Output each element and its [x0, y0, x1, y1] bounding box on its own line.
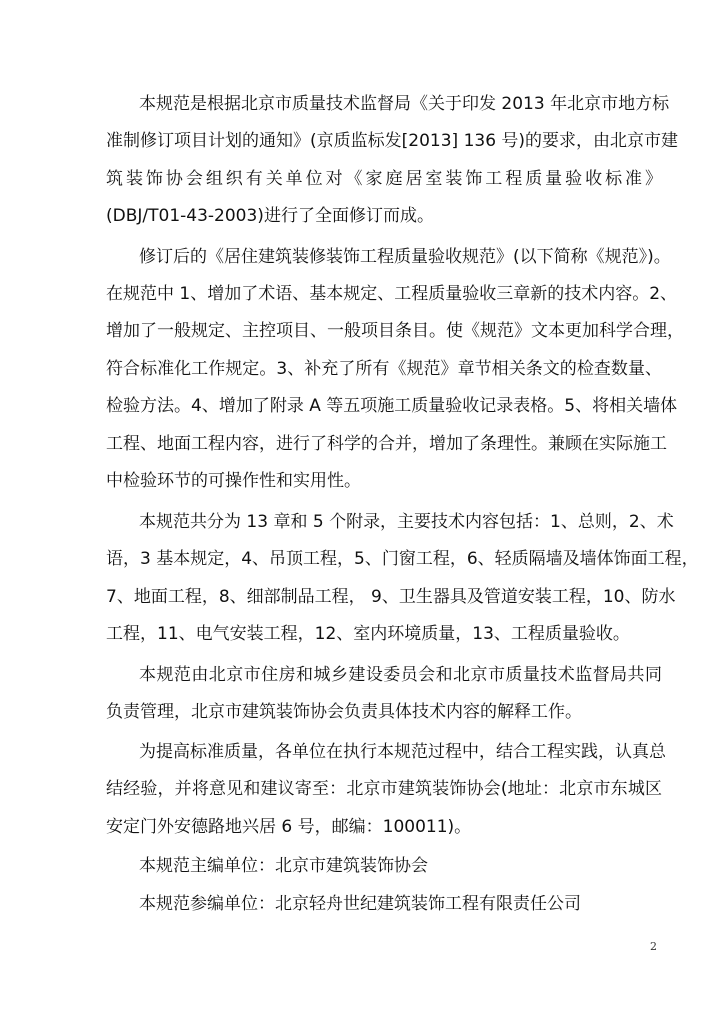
- paragraph-2-line-4: 符合标准化工作规定。3、补充了所有《规范》章节相关条文的检查数量、: [106, 359, 662, 379]
- paragraph-2-line-2: 在规范中 1、增加了术语、基本规定、工程质量验收三章新的技术内容。2、: [106, 284, 678, 304]
- paragraph-5-line-2: 结经验，并将意见和建议寄至：北京市建筑装饰协会(地址：北京市东城区: [106, 779, 662, 799]
- paragraph-3-line-1: 本规范共分为 13 章和 5 个附录，主要技术内容包括：1、总则，2、术: [139, 512, 674, 532]
- paragraph-5-line-1: 为提高标准质量，各单位在执行本规范过程中，结合工程实践，认真总: [139, 742, 666, 762]
- paragraph-3-line-4: 工程，11、电气安装工程，12、室内环境质量，13、工程质量验收。: [106, 624, 630, 644]
- paragraph-1-line-2: 准制修订项目计划的通知》(京质监标发[2013] 136 号)的要求，由北京市建: [106, 131, 679, 151]
- page-number: 2: [650, 940, 657, 953]
- paragraph-2-line-1: 修订后的《居住建筑装修装饰工程质量验收规范》(以下简称《规范》)。: [139, 247, 671, 267]
- paragraph-5-line-3: 安定门外安德路地兴居 6 号，邮编：100011)。: [106, 817, 472, 837]
- paragraph-4-line-1: 本规范由北京市住房和城乡建设委员会和北京市质量技术监督局共同: [139, 665, 662, 685]
- chief-editor-line: 本规范主编单位：北京市建筑装饰协会: [139, 856, 428, 876]
- paragraph-1-line-4: (DBJ/T01-43-2003)进行了全面修订而成。: [106, 206, 434, 226]
- paragraph-2-line-5: 检验方法。4、增加了附录 A 等五项施工质量验收记录表格。5、将相关墙体: [106, 396, 678, 416]
- paragraph-2-line-7: 中检验环节的可操作性和实用性。: [106, 471, 361, 491]
- paragraph-2-line-3: 增加了一般规定、主控项目、一般项目条目。使《规范》文本更加科学合理，: [106, 321, 684, 341]
- paragraph-3-line-3: 7、地面工程，8、细部制品工程， 9、卫生器具及管道安装工程，10、防水: [106, 587, 676, 607]
- paragraph-3-line-2: 语，3 基本规定，4、吊顶工程，5、门窗工程，6、轻质隔墙及墙体饰面工程，: [106, 549, 699, 569]
- paragraph-1-line-3: 筑装饰协会组织有关单位对《家庭居室装饰工程质量验收标准》: [106, 169, 662, 189]
- paragraph-1-line-1: 本规范是根据北京市质量技术监督局《关于印发 2013 年北京市地方标: [139, 94, 670, 114]
- participating-editor-line: 本规范参编单位：北京轻舟世纪建筑装饰工程有限责任公司: [139, 894, 581, 914]
- paragraph-4-line-2: 负责管理，北京市建筑装饰协会负责具体技术内容的解释工作。: [106, 702, 582, 722]
- paragraph-2-line-6: 工程、地面工程内容，进行了科学的合并，增加了条理性。兼顾在实际施工: [106, 434, 667, 454]
